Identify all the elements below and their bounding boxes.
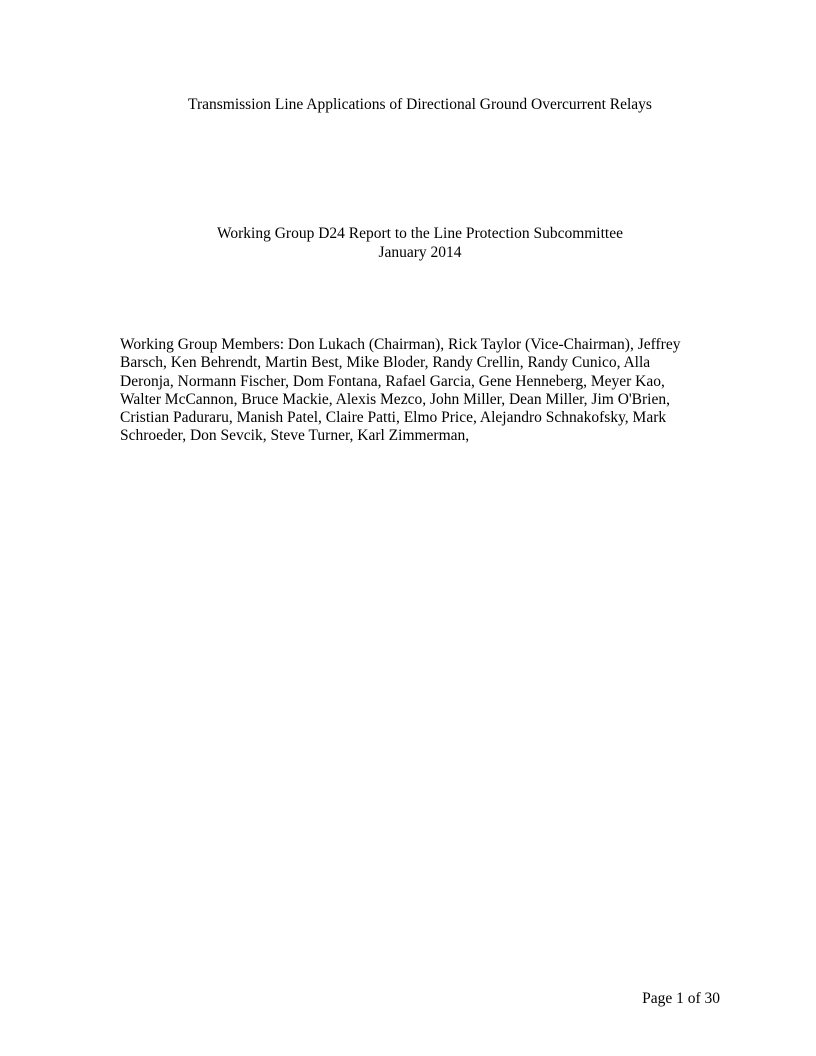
report-line: Working Group D24 Report to the Line Protection Subcommittee [217,225,623,242]
page-number: Page 1 of 30 [642,990,720,1007]
working-group-members [120,336,720,446]
members-line: Cristian Paduraru, Manish Patel, Claire Patti, Elmo Price, Alejandro Schnakofsky, Mark [120,409,667,427]
report-date: January 2014 [378,244,462,261]
members-line: Schroeder, Don Sevcik, Steve Turner, Karl Zimmerman, [120,427,470,445]
members-line: Working Group Members: Don Lukach (Chairman), Rick Taylor (Vice-Chairman), Jeffrey [120,336,681,353]
members-line: Barsch, Ken Behrendt, Martin Best, Mike Bloder, Randy Crellin, Randy Cunico, Alla [120,354,651,372]
members-line: Walter McCannon, Bruce Mackie, Alexis Mezco, John Miller, Dean Miller, Jim O'Brien, [120,390,670,408]
document-title: Transmission Line Applications of Directional Ground Overcurrent Relays [188,96,652,113]
report-heading [0,224,816,262]
members-line: Deronja, Normann Fischer, Dom Fontana, Rafael Garcia, Gene Henneberg, Meyer Kao, [120,372,665,390]
